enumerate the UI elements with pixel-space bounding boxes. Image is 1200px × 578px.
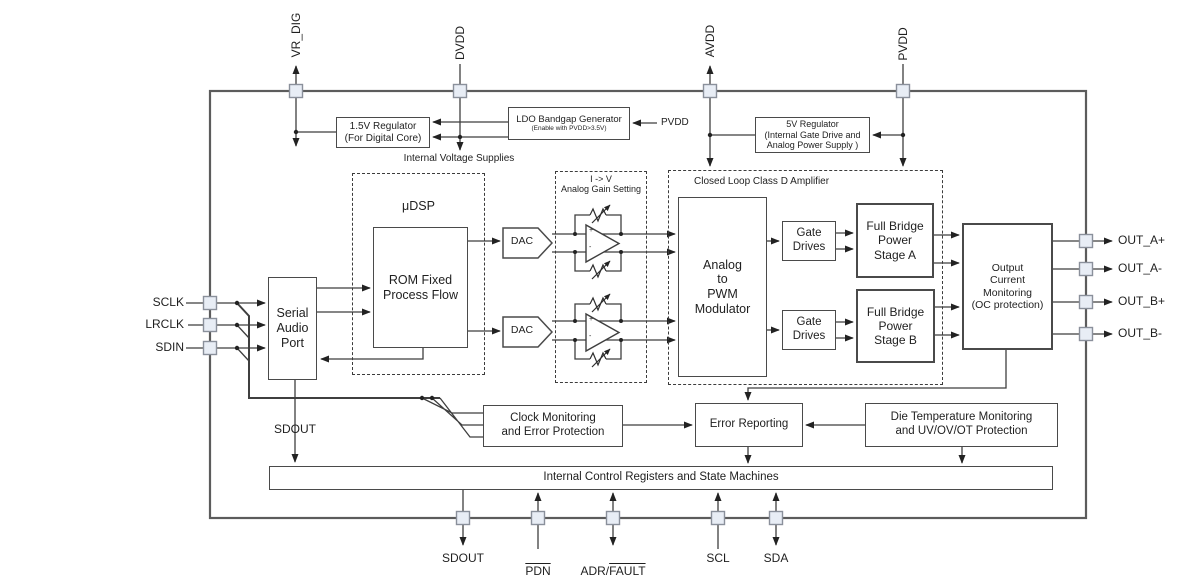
pin-label-adr-fault: [570, 552, 656, 578]
pin-sdin: [204, 342, 217, 355]
serial-audio-port-block: Serial Audio Port: [268, 277, 317, 380]
error-reporting-block: Error Reporting: [695, 403, 803, 447]
pin-out-a-minus: [1080, 263, 1093, 276]
pin-label-out-b-minus: OUT_B-: [1118, 326, 1163, 340]
pin-scl: [712, 512, 725, 525]
pdn-overlined-text: $\overline{PDN}$: [525, 564, 551, 578]
pin-vr-dig: [290, 85, 303, 98]
pin-label-pdn: [520, 552, 556, 578]
pin-label-out-a-plus: OUT_A+: [1118, 233, 1166, 247]
opamp-a-minus-sign: -: [589, 244, 592, 251]
pin-out-a-plus: [1080, 235, 1093, 248]
udsp-label: μDSP: [402, 199, 435, 213]
ldo-bandgap-block: [508, 107, 630, 140]
pin-label-lrclk: LRCLK: [145, 317, 184, 331]
opamp-b-plus-sign: +: [589, 316, 594, 323]
pwm-modulator-block: Analog to PWM Modulator: [678, 197, 767, 377]
ldo-bandgap-subtitle: (Enable with PVDD>3.5V): [531, 125, 607, 133]
fault-overlined-text: FAULT: [609, 564, 646, 578]
opamp-b-minus-sign: -: [589, 333, 592, 340]
pin-sclk: [204, 297, 217, 310]
pin-sdout: [457, 512, 470, 525]
closed-loop-label: Closed Loop Class D Amplifier: [694, 176, 830, 187]
opamp-a-plus-sign: +: [589, 227, 594, 234]
pin-label-sdin: SDIN: [155, 340, 184, 354]
pin-out-b-plus: [1080, 296, 1093, 309]
pin-sda: [770, 512, 783, 525]
pin-label-avdd: AVDD: [703, 24, 717, 58]
dac-b-label: DAC: [510, 324, 534, 336]
output-current-monitoring-block: Output Current Monitoring (OC protection): [962, 223, 1053, 350]
regulator-1v5-block: 1.5V Regulator (For Digital Core): [336, 117, 430, 148]
pin-pdn: [532, 512, 545, 525]
pin-label-dvdd: DVDD: [453, 26, 467, 61]
pin-out-b-minus: [1080, 328, 1093, 341]
pin-label-sdout: SDOUT: [442, 551, 484, 565]
control-registers-block: Internal Control Registers and State Machines: [269, 466, 1053, 490]
pin-label-sda: SDA: [763, 551, 789, 565]
analog-gain-label: I -> V Analog Gain Setting: [560, 174, 642, 195]
adr-prefix-text: ADR/: [580, 564, 610, 578]
rom-process-flow-block: ROM Fixed Process Flow: [373, 227, 468, 348]
full-bridge-b-block: Full Bridge Power Stage B: [856, 289, 935, 363]
dac-a-label: DAC: [510, 235, 534, 247]
full-bridge-a-block: Full Bridge Power Stage A: [856, 203, 934, 278]
pin-lrclk: [204, 319, 217, 332]
gate-drives-b-block: Gate Drives: [782, 310, 836, 350]
pin-adr-fault: [607, 512, 620, 525]
pin-label-sclk: SCLK: [152, 295, 184, 309]
pin-label-vr-dig: VR_DIG: [289, 12, 303, 58]
pin-avdd: [704, 85, 717, 98]
clock-monitoring-block: Clock Monitoring and Error Protection: [483, 405, 623, 447]
pin-dvdd: [454, 85, 467, 98]
sdout-internal-label: SDOUT: [274, 422, 316, 436]
internal-voltage-supplies-label: Internal Voltage Supplies: [403, 153, 515, 164]
ldo-bandgap-title: LDO Bandgap Generator: [516, 114, 622, 126]
pin-label-pvdd: PVDD: [896, 27, 910, 61]
chip-boundary: [210, 91, 1086, 518]
pin-label-out-a-minus: OUT_A-: [1118, 261, 1163, 275]
die-temp-monitoring-block: Die Temperature Monitoring and UV/OV/OT Protection: [865, 403, 1058, 447]
pin-label-out-b-plus: OUT_B+: [1118, 294, 1166, 308]
pin-pads: [204, 85, 1093, 525]
pvdd-feed-label: PVDD: [661, 117, 689, 128]
regulator-5v-block: 5V Regulator (Internal Gate Drive and Analog Power Supply ): [755, 117, 870, 153]
pin-pvdd: [897, 85, 910, 98]
gate-drives-a-block: Gate Drives: [782, 221, 836, 261]
pin-label-scl: SCL: [706, 551, 730, 565]
analog-gain-group-box: [555, 171, 647, 383]
